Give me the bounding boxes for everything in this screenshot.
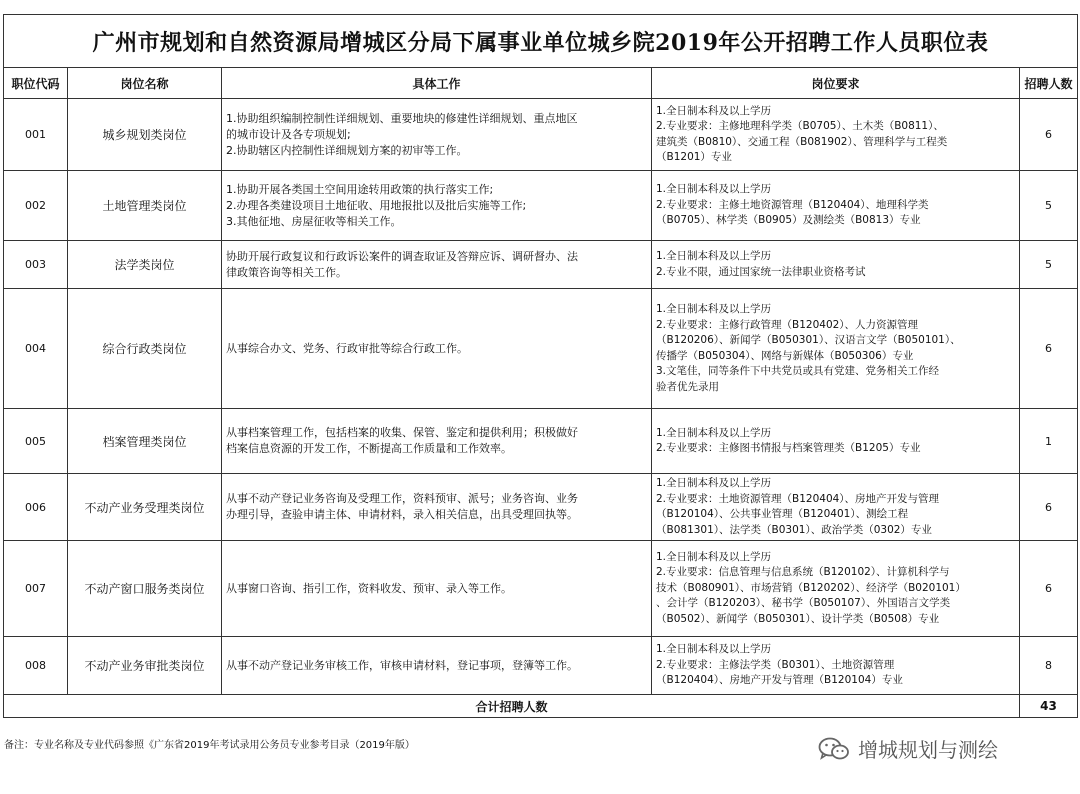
job-requirements-line: （B1201）专业 xyxy=(656,151,732,163)
position-table xyxy=(3,14,1078,718)
hiring-count: 6 xyxy=(1020,99,1078,171)
job-description-line: 从事窗口咨询、指引工作，资料收发、预审、录入等工作。 xyxy=(226,581,512,595)
job-requirements xyxy=(652,637,1020,695)
watermark-text: 增城规划与测绘 xyxy=(858,738,998,762)
total-label: 合计招聘人数 xyxy=(4,695,1020,718)
job-requirements-line: 建筑类（B0810）、交通工程（B081902）、管理科学与工程类 xyxy=(656,135,948,148)
table-row xyxy=(4,474,1078,541)
job-description-line: 从事不动产登记业务审核工作，审核申请材料，登记事项，登簿等工作。 xyxy=(226,658,578,672)
table-row xyxy=(4,99,1078,171)
position-name: 不动产业务受理类岗位 xyxy=(68,474,222,541)
job-description-line: 的城市设计及各专项规划; xyxy=(226,127,351,141)
job-requirements-line: （B120104）、公共事业管理（B120401）、测绘工程 xyxy=(656,508,909,520)
header-work: 具体工作 xyxy=(222,68,652,99)
job-requirements-line: 2.专业要求：主修图书情报与档案管理类（B1205）专业 xyxy=(656,442,921,454)
job-requirements-line: （B120206）、新闻学（B050301）、汉语言文学（B050101）、 xyxy=(656,334,961,346)
job-requirements-line: 1.全日制本科及以上学历 xyxy=(656,250,772,262)
job-description xyxy=(222,241,652,289)
hiring-count: 6 xyxy=(1020,474,1078,541)
position-code: 002 xyxy=(4,171,68,241)
job-requirements-line: 1.全日制本科及以上学历 xyxy=(656,303,772,315)
hiring-count: 1 xyxy=(1020,409,1078,474)
job-description-line: 1.协助组织编制控制性详细规划、重要地块的修建性详细规划、重点地区 xyxy=(226,111,578,125)
job-requirements-line: 1.全日制本科及以上学历 xyxy=(656,643,772,656)
job-requirements-line: 技术（B080901）、市场营销（B120202）、经济学（B020101） xyxy=(656,581,966,594)
job-requirements-line: 2.专业要求：主修法学类（B0301）、土地资源管理 xyxy=(656,658,895,671)
footnote: 备注：专业名称及专业代码参照《广东省2019年考试录用公务员专业参考目录（2019年版） xyxy=(4,740,415,751)
job-description-line: 2.协助辖区内控制性详细规划方案的初审等工作。 xyxy=(226,143,468,157)
table-row xyxy=(4,637,1078,695)
job-requirements-line: 2.专业要求：主修土地资源管理（B120404）、地理科学类 xyxy=(656,198,929,211)
job-requirements-line: 2.专业要求：主修行政管理（B120402）、人力资源管理 xyxy=(656,318,919,331)
job-description xyxy=(222,474,652,541)
position-name: 城乡规划类岗位 xyxy=(68,99,222,171)
job-requirements-line: 2.专业要求：主修地理科学类（B0705）、土木类（B0811）、 xyxy=(656,120,944,132)
header-name: 岗位名称 xyxy=(68,68,222,99)
job-requirements-line: （B120404）、房地产开发与管理（B120104）专业 xyxy=(656,674,903,687)
job-requirements-line: （B081301）、法学类（B0301）、政治学类（0302）专业 xyxy=(656,523,932,536)
job-description-line: 办理引导，查验申请主体、申请材料，录入相关信息，出具受理回执等。 xyxy=(226,508,578,521)
job-description xyxy=(222,409,652,474)
job-description xyxy=(222,171,652,241)
header-row xyxy=(4,68,1078,99)
job-description-line: 档案信息资源的开发工作，不断提高工作质量和工作效率。 xyxy=(226,442,512,455)
table-row xyxy=(4,241,1078,289)
job-requirements-line: 1.全日制本科及以上学历 xyxy=(656,183,772,196)
position-name: 档案管理类岗位 xyxy=(68,409,222,474)
total-row xyxy=(4,695,1078,718)
job-requirements-line: （B0705）、林学类（B0905）及测绘类（B0813）专业 xyxy=(656,214,921,227)
job-description xyxy=(222,99,652,171)
watermark xyxy=(818,734,998,763)
job-requirements-line: 传播学（B050304）、网络与新媒体（B050306）专业 xyxy=(656,349,914,362)
position-code: 007 xyxy=(4,541,68,637)
table-row xyxy=(4,409,1078,474)
position-code: 003 xyxy=(4,241,68,289)
position-name: 不动产业务审批类岗位 xyxy=(68,637,222,695)
job-requirements-line: 1.全日制本科及以上学历 xyxy=(656,550,772,563)
total-value: 43 xyxy=(1020,695,1078,718)
job-requirements-line: 1.全日制本科及以上学历 xyxy=(656,426,772,439)
position-code: 008 xyxy=(4,637,68,695)
job-requirements xyxy=(652,241,1020,289)
position-name: 不动产窗口服务类岗位 xyxy=(68,541,222,637)
job-requirements xyxy=(652,289,1020,409)
position-code: 001 xyxy=(4,99,68,171)
job-description-line: 从事综合办文、党务、行政审批等综合行政工作。 xyxy=(226,341,468,355)
position-name: 土地管理类岗位 xyxy=(68,171,222,241)
job-requirements-line: （B0502）、新闻学（B050301）、设计学类（B0508）专业 xyxy=(656,612,940,625)
wechat-icon xyxy=(818,736,850,762)
job-requirements xyxy=(652,409,1020,474)
hiring-count: 6 xyxy=(1020,289,1078,409)
position-name: 综合行政类岗位 xyxy=(68,289,222,409)
position-name: 法学类岗位 xyxy=(68,241,222,289)
job-requirements-line: 2.专业要求：信息管理与信息系统（B120102）、计算机科学与 xyxy=(656,566,950,579)
job-requirements-line: 2.专业不限，通过国家统一法律职业资格考试 xyxy=(656,265,866,278)
position-code: 004 xyxy=(4,289,68,409)
position-code: 005 xyxy=(4,409,68,474)
job-requirements xyxy=(652,99,1020,171)
job-description xyxy=(222,637,652,695)
job-requirements-line: 3.文笔佳，同等条件下中共党员或具有党建、党务相关工作经 xyxy=(656,365,940,377)
table-title: 广州市规划和自然资源局增城区分局下属事业单位城乡院2019年公开招聘工作人员职位表 xyxy=(4,15,1078,68)
job-requirements xyxy=(652,171,1020,241)
job-requirements-line: 1.全日制本科及以上学历 xyxy=(656,104,772,117)
job-description-line: 2.办理各类建设项目土地征收、用地报批以及批后实施等工作; xyxy=(226,198,527,212)
job-description-line: 3.其他征地、房屋征收等相关工作。 xyxy=(226,214,402,228)
table-body xyxy=(4,99,1078,695)
job-requirements-line: 、会计学（B120203）、秘书学（B050107）、外国语言文学类 xyxy=(656,597,951,610)
job-description-line: 从事不动产登记业务咨询及受理工作，资料预审、派号；业务咨询、业务 xyxy=(226,492,578,505)
table-row xyxy=(4,289,1078,409)
job-description-line: 协助开展行政复议和行政诉讼案件的调查取证及答辩应诉、调研督办、法 xyxy=(226,249,578,263)
header-code: 职位代码 xyxy=(4,68,68,99)
job-requirements-line: 2.专业要求：土地资源管理（B120404）、房地产开发与管理 xyxy=(656,492,940,505)
job-description-line: 从事档案管理工作，包括档案的收集、保管、鉴定和提供利用；积极做好 xyxy=(226,426,578,439)
header-num: 招聘人数 xyxy=(1020,68,1078,99)
job-requirements-line: 1.全日制本科及以上学历 xyxy=(656,477,772,489)
job-requirements-line: 验者优先录用 xyxy=(656,380,719,393)
header-req: 岗位要求 xyxy=(652,68,1020,99)
job-description-line: 1.协助开展各类国土空间用途转用政策的执行落实工作; xyxy=(226,182,494,196)
table-row xyxy=(4,171,1078,241)
table-row xyxy=(4,541,1078,637)
hiring-count: 8 xyxy=(1020,637,1078,695)
page xyxy=(3,14,1077,718)
position-code: 006 xyxy=(4,474,68,541)
job-description xyxy=(222,541,652,637)
job-requirements xyxy=(652,541,1020,637)
job-description-line: 律政策咨询等相关工作。 xyxy=(226,265,347,279)
hiring-count: 5 xyxy=(1020,171,1078,241)
hiring-count: 5 xyxy=(1020,241,1078,289)
job-requirements xyxy=(652,474,1020,541)
job-description xyxy=(222,289,652,409)
hiring-count: 6 xyxy=(1020,541,1078,637)
